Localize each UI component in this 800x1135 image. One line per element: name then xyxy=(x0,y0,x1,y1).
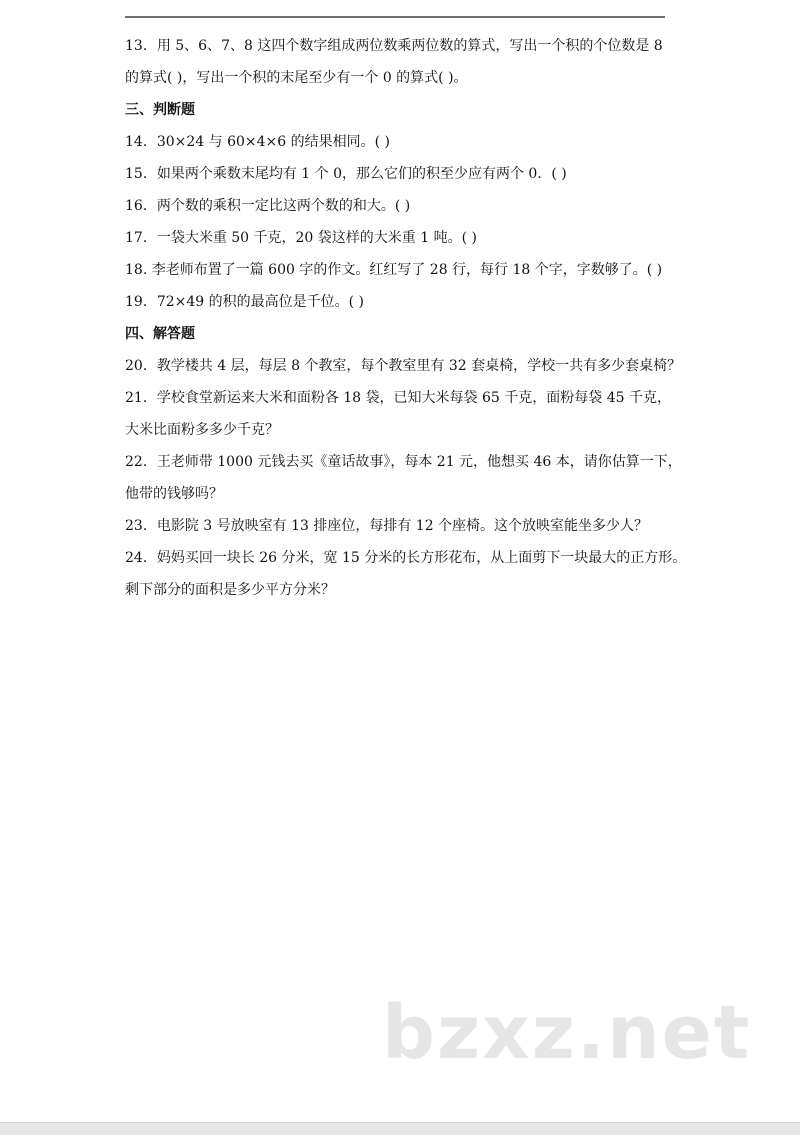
question-21-line-2: 大米比面粉多多少千克？ xyxy=(125,422,279,438)
viewer-bottom-strip xyxy=(0,1122,800,1135)
site-watermark: bzxz.net xyxy=(382,990,752,1076)
question-13-line-1: 13．用 5、6、7、8 这四个数字组成两位数乘两位数的算式，写出一个积的个位数是 8 xyxy=(125,38,663,54)
question-20: 20．教学楼共 4 层，每层 8 个教室，每个教室里有 32 套桌椅，学校一共有多少套桌椅？ xyxy=(125,358,682,374)
question-18: 18. 李老师布置了一篇 600 字的作文。红红写了 28 行，每行 18 个字，字数够了。( ) xyxy=(125,262,663,278)
question-22-line-2: 他带的钱够吗？ xyxy=(125,486,223,502)
section-3-title: 三、判断题 xyxy=(125,102,195,118)
question-23: 23．电影院 3 号放映室有 13 排座位，每排有 12 个座椅。这个放映室能坐多少人？ xyxy=(125,518,649,534)
question-16: 16．两个数的乘积一定比这两个数的和大。( ) xyxy=(125,198,411,214)
question-24-line-1: 24．妈妈买回一块长 26 分米，宽 15 分米的长方形花布，从上面剪下一块最大的正方形。 xyxy=(125,550,687,566)
header-rule xyxy=(125,16,665,18)
question-17: 17．一袋大米重 50 千克，20 袋这样的大米重 1 吨。( ) xyxy=(125,230,477,246)
question-19: 19．72×49 的积的最高位是千位。( ) xyxy=(125,294,364,310)
question-24-line-2: 剩下部分的面积是多少平方分米？ xyxy=(125,582,335,598)
question-22-line-1: 22．王老师带 1000 元钱去买《童话故事》，每本 21 元，他想买 46 本，请你估算一下， xyxy=(125,454,682,470)
question-13-line-2: 的算式( )，写出一个积的末尾至少有一个 0 的算式( )。 xyxy=(125,70,468,86)
section-4-title: 四、解答题 xyxy=(125,326,195,342)
question-21-line-1: 21．学校食堂新运来大米和面粉各 18 袋，已知大米每袋 65 千克，面粉每袋 45 千克， xyxy=(125,390,671,406)
question-14: 14．30×24 与 60×4×6 的结果相同。( ) xyxy=(125,134,390,150)
question-15: 15．如果两个乘数末尾均有 1 个 0，那么它们的积至少应有两个 0．( ) xyxy=(125,166,567,182)
